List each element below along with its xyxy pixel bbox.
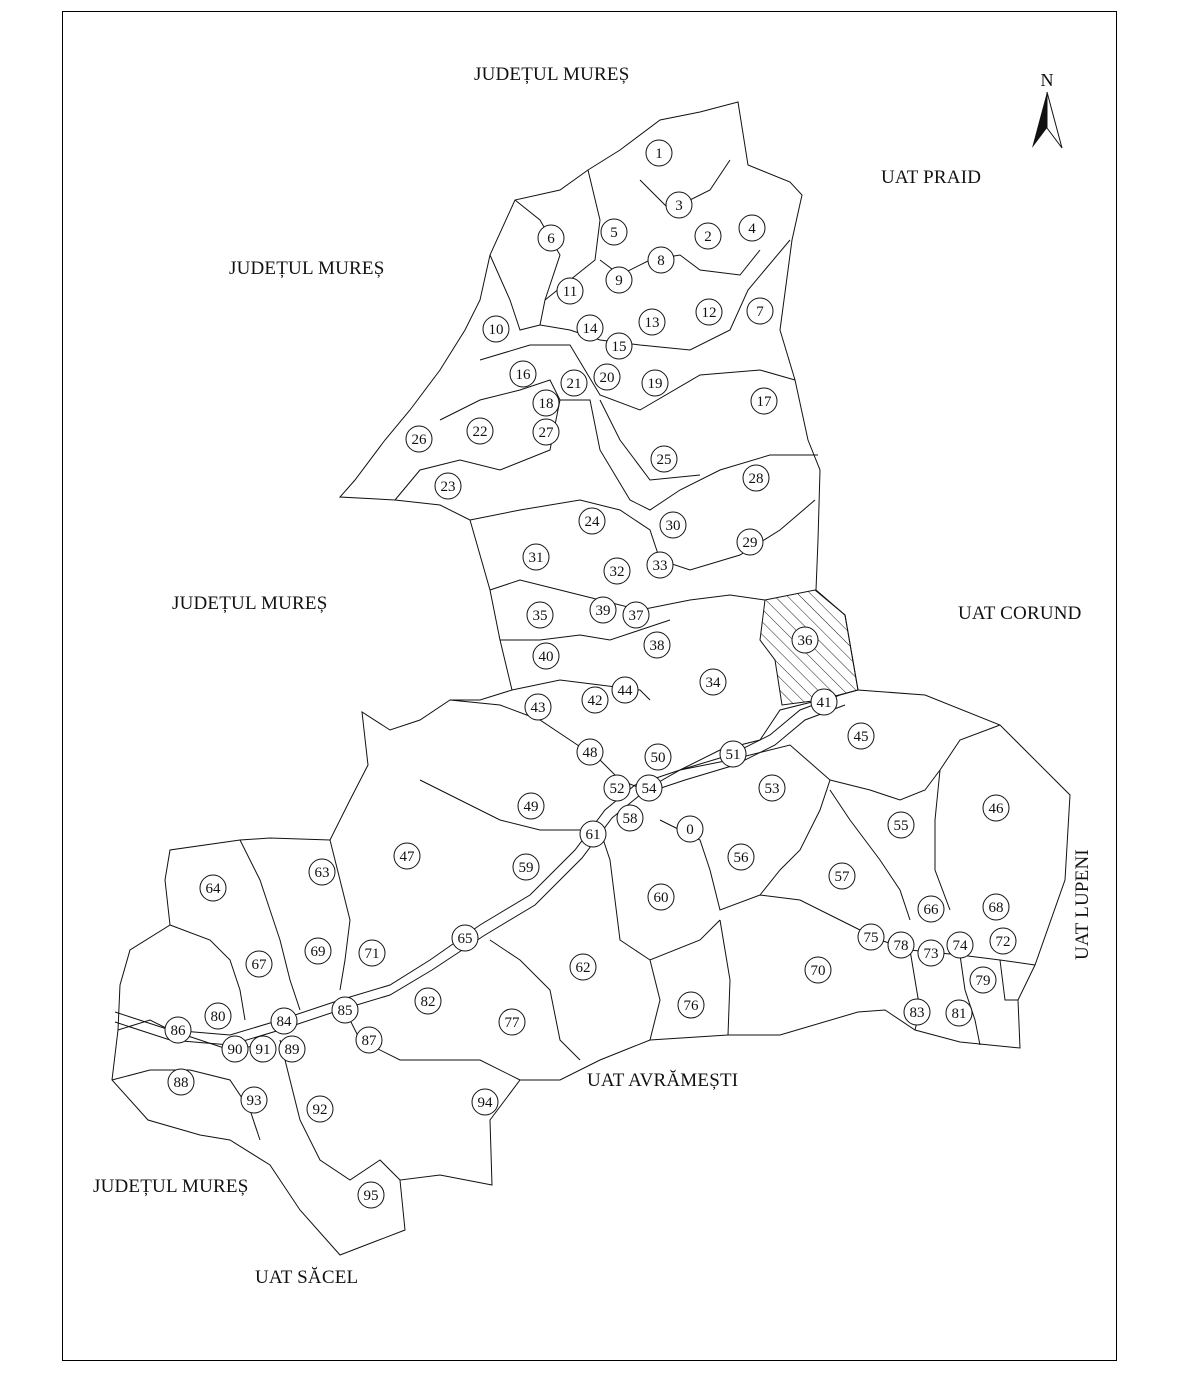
parcel-number: 89 bbox=[284, 1042, 300, 1058]
parcel-marker-60 bbox=[648, 884, 674, 910]
parcel-marker-50 bbox=[645, 744, 671, 770]
parcel-marker-51 bbox=[720, 741, 746, 767]
parcel-marker-40 bbox=[533, 643, 559, 669]
parcel-marker-71 bbox=[359, 940, 385, 966]
parcel-marker-95 bbox=[358, 1182, 384, 1208]
parcel-number: 15 bbox=[611, 339, 627, 355]
parcel-number: 80 bbox=[210, 1009, 226, 1025]
parcel-marker-68 bbox=[983, 894, 1009, 920]
parcel-number: 67 bbox=[251, 957, 267, 973]
parcel-marker-19 bbox=[642, 370, 668, 396]
north-arrow-label: N bbox=[1040, 70, 1054, 90]
parcel-number: 38 bbox=[649, 638, 665, 654]
parcel-marker-48 bbox=[577, 739, 603, 765]
parcel-marker-33 bbox=[647, 552, 673, 578]
parcel-number: 43 bbox=[530, 700, 546, 716]
parcel-marker-72 bbox=[990, 928, 1016, 954]
parcel-number: 26 bbox=[411, 432, 427, 448]
parcel-number: 68 bbox=[988, 900, 1004, 916]
parcel-marker-39 bbox=[590, 597, 616, 623]
parcel-marker-94 bbox=[472, 1089, 498, 1115]
parcel-marker-90 bbox=[222, 1036, 248, 1062]
parcel-marker-16 bbox=[510, 361, 536, 387]
parcel-marker-91 bbox=[250, 1036, 276, 1062]
parcel-marker-11 bbox=[557, 278, 583, 304]
parcel-number: 69 bbox=[310, 944, 326, 960]
parcel-marker-4 bbox=[739, 215, 765, 241]
parcel-number: 19 bbox=[647, 376, 663, 392]
parcel-number: 36 bbox=[797, 633, 813, 649]
parcel-number: 65 bbox=[457, 931, 473, 947]
parcel-marker-67 bbox=[246, 951, 272, 977]
parcel-marker-31 bbox=[523, 544, 549, 570]
parcel-number: 25 bbox=[656, 452, 672, 468]
parcel-marker-81 bbox=[946, 1000, 972, 1026]
parcel-marker-80 bbox=[205, 1003, 231, 1029]
parcel-number: 63 bbox=[314, 865, 330, 881]
parcel-marker-10 bbox=[483, 316, 509, 342]
parcel-marker-9 bbox=[606, 267, 632, 293]
parcel-marker-89 bbox=[279, 1036, 305, 1062]
parcel-number: 11 bbox=[562, 284, 578, 300]
parcel-number: 12 bbox=[701, 305, 717, 321]
parcel-number: 93 bbox=[246, 1093, 262, 1109]
parcel-number: 18 bbox=[538, 396, 554, 412]
parcel-number: 40 bbox=[538, 649, 554, 665]
parcel-number: 84 bbox=[276, 1014, 292, 1030]
parcel-marker-66 bbox=[918, 896, 944, 922]
parcel-number: 52 bbox=[609, 781, 625, 797]
parcel-number: 50 bbox=[650, 750, 666, 766]
label-judetul-mures-west: JUDEȚUL MUREȘ bbox=[172, 593, 328, 614]
parcel-marker-85 bbox=[332, 997, 358, 1023]
parcel-number: 88 bbox=[173, 1075, 189, 1091]
parcel-marker-52 bbox=[604, 775, 630, 801]
parcel-marker-78 bbox=[888, 932, 914, 958]
parcel-number: 47 bbox=[399, 849, 415, 865]
parcel-number: 37 bbox=[628, 608, 644, 624]
parcel-number: 41 bbox=[816, 695, 832, 711]
parcel-marker-63 bbox=[309, 859, 335, 885]
parcel-number: 30 bbox=[665, 518, 681, 534]
parcel-marker-79 bbox=[970, 967, 996, 993]
parcel-number: 49 bbox=[523, 799, 539, 815]
label-judetul-mures-northwest: JUDEȚUL MUREȘ bbox=[229, 258, 385, 279]
parcel-number: 71 bbox=[364, 946, 380, 962]
parcel-number: 60 bbox=[653, 890, 669, 906]
parcel-number: 7 bbox=[756, 304, 764, 320]
parcel-marker-22 bbox=[467, 418, 493, 444]
parcel-marker-38 bbox=[644, 632, 670, 658]
parcel-marker-36 bbox=[792, 627, 818, 653]
parcel-number: 64 bbox=[205, 881, 221, 897]
label-judetul-mures-north: JUDEȚUL MUREȘ bbox=[474, 64, 630, 85]
parcel-number: 33 bbox=[652, 558, 668, 574]
parcel-marker-35 bbox=[527, 602, 553, 628]
parcel-number: 4 bbox=[748, 221, 756, 237]
parcel-marker-54 bbox=[636, 775, 662, 801]
parcel-marker-44 bbox=[612, 677, 638, 703]
parcel-number: 87 bbox=[361, 1033, 377, 1049]
parcel-marker-86 bbox=[165, 1017, 191, 1043]
parcel-number: 20 bbox=[599, 370, 615, 386]
parcel-marker-61 bbox=[580, 821, 606, 847]
parcel-number: 79 bbox=[975, 973, 991, 989]
parcel-number: 34 bbox=[705, 675, 721, 691]
parcel-number: 85 bbox=[337, 1003, 353, 1019]
parcel-marker-47 bbox=[394, 843, 420, 869]
parcel-marker-29 bbox=[737, 529, 763, 555]
parcel-marker-83 bbox=[904, 999, 930, 1025]
parcel-marker-87 bbox=[356, 1027, 382, 1053]
parcel-marker-37 bbox=[623, 602, 649, 628]
parcel-marker-43 bbox=[525, 694, 551, 720]
parcel-number: 56 bbox=[733, 850, 749, 866]
parcel-marker-55 bbox=[888, 812, 914, 838]
parcel-marker-64 bbox=[200, 875, 226, 901]
label-uat-avramesti: UAT AVRĂMEȘTI bbox=[587, 1070, 739, 1091]
parcel-marker-45 bbox=[848, 723, 874, 749]
parcel-number: 8 bbox=[657, 253, 665, 269]
label-uat-sacel: UAT SĂCEL bbox=[255, 1267, 359, 1288]
parcel-number: 61 bbox=[585, 827, 601, 843]
parcel-number: 35 bbox=[532, 608, 548, 624]
parcel-marker-84 bbox=[271, 1008, 297, 1034]
parcel-number: 66 bbox=[923, 902, 939, 918]
parcel-number: 39 bbox=[595, 603, 611, 619]
parcel-marker-93 bbox=[241, 1087, 267, 1113]
parcel-marker-5 bbox=[601, 219, 627, 245]
parcel-number: 90 bbox=[227, 1042, 243, 1058]
parcel-number: 3 bbox=[675, 198, 683, 214]
label-judetul-mures-southwest: JUDEȚUL MUREȘ bbox=[93, 1176, 249, 1197]
parcel-marker-65 bbox=[452, 925, 478, 951]
parcel-marker-56 bbox=[728, 844, 754, 870]
parcel-number: 51 bbox=[725, 747, 741, 763]
parcel-marker-34 bbox=[700, 669, 726, 695]
parcel-marker-26 bbox=[406, 426, 432, 452]
parcel-marker-92 bbox=[307, 1096, 333, 1122]
parcel-number: 46 bbox=[988, 801, 1004, 817]
parcel-marker-32 bbox=[604, 558, 630, 584]
parcel-number: 78 bbox=[893, 938, 909, 954]
parcel-number: 54 bbox=[641, 781, 657, 797]
parcel-marker-57 bbox=[829, 863, 855, 889]
parcel-number: 5 bbox=[610, 225, 618, 241]
parcel-marker-62 bbox=[570, 954, 596, 980]
parcel-marker-59 bbox=[513, 854, 539, 880]
parcel-marker-12 bbox=[696, 299, 722, 325]
parcel-marker-82 bbox=[415, 988, 441, 1014]
parcel-number: 75 bbox=[863, 930, 879, 946]
parcel-marker-15 bbox=[606, 333, 632, 359]
parcel-number: 9 bbox=[615, 273, 623, 289]
parcel-number: 74 bbox=[952, 938, 968, 954]
parcel-marker-3 bbox=[666, 192, 692, 218]
parcel-number: 17 bbox=[756, 394, 772, 410]
parcel-marker-13 bbox=[639, 309, 665, 335]
parcel-number: 42 bbox=[587, 693, 603, 709]
parcel-number: 16 bbox=[515, 367, 531, 383]
parcel-marker-2 bbox=[695, 223, 721, 249]
parcel-number: 81 bbox=[951, 1006, 967, 1022]
parcel-marker-75 bbox=[858, 924, 884, 950]
parcel-number: 24 bbox=[584, 514, 600, 530]
parcel-marker-46 bbox=[983, 795, 1009, 821]
parcel-number: 27 bbox=[538, 425, 554, 441]
parcel-number: 32 bbox=[609, 564, 625, 580]
parcel-number: 77 bbox=[504, 1015, 520, 1031]
parcel-marker-77 bbox=[499, 1009, 525, 1035]
parcel-marker-69 bbox=[305, 938, 331, 964]
parcel-number: 73 bbox=[923, 946, 939, 962]
parcel-marker-58 bbox=[617, 805, 643, 831]
parcel-number: 92 bbox=[312, 1102, 328, 1118]
parcel-number: 14 bbox=[582, 321, 598, 337]
parcel-number: 95 bbox=[363, 1188, 379, 1204]
parcel-number: 45 bbox=[853, 729, 869, 745]
parcel-number: 23 bbox=[440, 479, 456, 495]
label-uat-corund: UAT CORUND bbox=[958, 603, 1082, 624]
parcel-marker-74 bbox=[947, 932, 973, 958]
label-uat-lupeni: UAT LUPENI bbox=[1072, 849, 1093, 960]
parcel-number: 31 bbox=[528, 550, 544, 566]
parcel-marker-27 bbox=[533, 419, 559, 445]
parcel-marker-70 bbox=[805, 957, 831, 983]
parcel-marker-42 bbox=[582, 687, 608, 713]
parcel-marker-21 bbox=[561, 370, 587, 396]
parcel-marker-18 bbox=[533, 390, 559, 416]
parcel-marker-6 bbox=[538, 225, 564, 251]
parcel-marker-76 bbox=[678, 992, 704, 1018]
parcel-marker-25 bbox=[651, 446, 677, 472]
parcel-number: 2 bbox=[704, 229, 712, 245]
parcel-number: 21 bbox=[566, 376, 582, 392]
parcel-number: 57 bbox=[834, 869, 850, 885]
parcel-number: 53 bbox=[764, 781, 780, 797]
parcel-number: 70 bbox=[810, 963, 826, 979]
parcel-number: 55 bbox=[893, 818, 909, 834]
parcel-number: 1 bbox=[655, 146, 663, 162]
parcel-number: 94 bbox=[477, 1095, 493, 1111]
parcel-marker-88 bbox=[168, 1069, 194, 1095]
label-uat-praid: UAT PRAID bbox=[881, 167, 982, 188]
parcel-marker-41 bbox=[811, 689, 837, 715]
parcel-number: 62 bbox=[575, 960, 591, 976]
parcel-marker-20 bbox=[594, 364, 620, 390]
north-arrow-icon bbox=[1032, 70, 1062, 148]
parcel-marker-73 bbox=[918, 940, 944, 966]
parcel-number: 10 bbox=[488, 322, 504, 338]
parcel-number: 6 bbox=[547, 231, 555, 247]
parcel-number: 76 bbox=[683, 998, 699, 1014]
parcel-number: 83 bbox=[909, 1005, 925, 1021]
parcel-marker-30 bbox=[660, 512, 686, 538]
parcel-marker-23 bbox=[435, 473, 461, 499]
parcel-marker-1 bbox=[646, 140, 672, 166]
parcel-marker-17 bbox=[751, 388, 777, 414]
parcel-number: 13 bbox=[644, 315, 660, 331]
parcel-marker-49 bbox=[518, 793, 544, 819]
parcel-number: 58 bbox=[622, 811, 638, 827]
parcel-number: 72 bbox=[995, 934, 1011, 950]
parcel-number: 91 bbox=[255, 1042, 271, 1058]
parcel-marker-8 bbox=[648, 247, 674, 273]
parcel-number: 86 bbox=[170, 1023, 186, 1039]
parcel-number: 82 bbox=[420, 994, 436, 1010]
parcel-number: 44 bbox=[617, 683, 633, 699]
parcel-number: 48 bbox=[582, 745, 598, 761]
parcel-marker-24 bbox=[579, 508, 605, 534]
parcel-number: 22 bbox=[472, 424, 488, 440]
parcel-marker-28 bbox=[743, 465, 769, 491]
parcel-marker-14 bbox=[577, 315, 603, 341]
parcel-marker-53 bbox=[759, 775, 785, 801]
parcel-number: 0 bbox=[686, 822, 694, 838]
parcel-number: 29 bbox=[742, 535, 758, 551]
parcel-marker-0 bbox=[677, 816, 703, 842]
parcel-number: 28 bbox=[748, 471, 764, 487]
parcel-number: 59 bbox=[518, 860, 534, 876]
parcel-marker-7 bbox=[747, 298, 773, 324]
